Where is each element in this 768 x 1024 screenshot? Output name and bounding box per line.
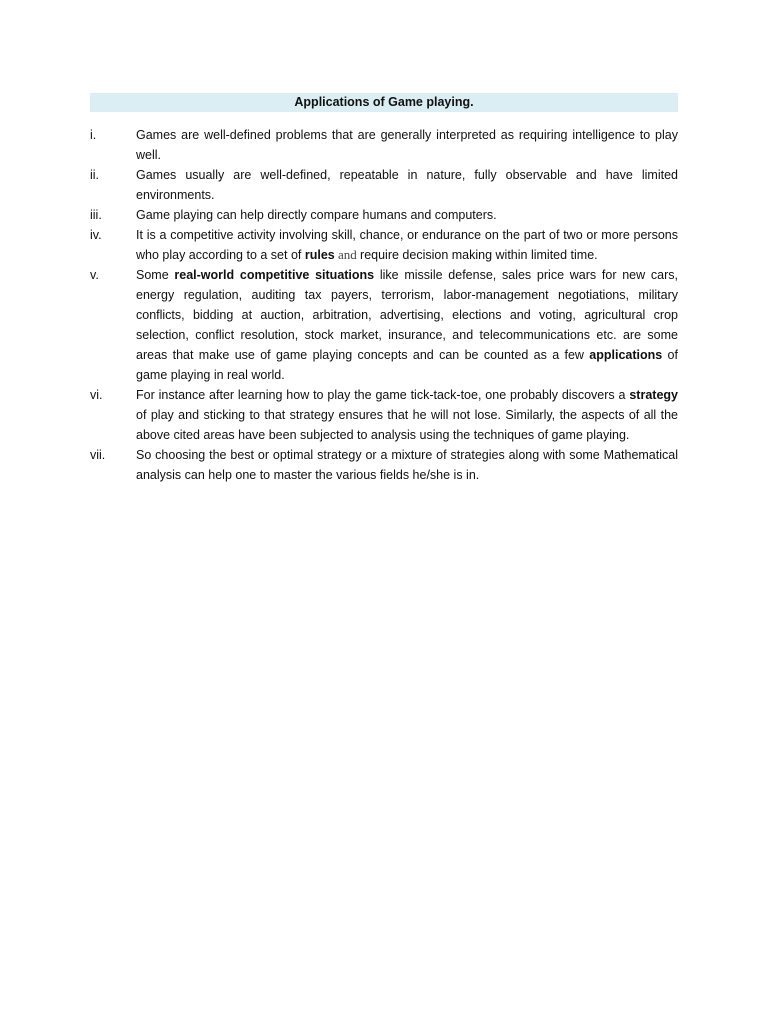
list-item-number: vii.: [90, 448, 106, 462]
text-segment: require decision making within limited time.: [360, 248, 598, 262]
list-item: [90, 385, 678, 445]
list-item: [90, 165, 678, 205]
list-item-text: Games usually are well-defined, repeatable in nature, fully observable and have limited environments.: [136, 168, 678, 202]
list-item-text: So choosing the best or optimal strategy or a mixture of strategies along with some Mathematical analysis can help one to master the various fields he/she is in.: [136, 448, 678, 482]
list-item: [90, 265, 678, 385]
list-item: [90, 125, 678, 165]
list-item: [90, 225, 678, 265]
text-segment: like missile defense, sales price wars for new cars, energy regulation, auditing tax payers, terrorism, labor-management negotiations, military conflicts, bidding at auction, arbitration, advertising, elections and voting, agricultural crop selection, conflict resolution, stock market, insurance, and telecommunications etc. are some areas that make use of game playing concepts and can be counted as a few: [136, 268, 678, 362]
list-item: [90, 445, 678, 485]
list-item: [90, 205, 678, 225]
list-item-text: Games are well-defined problems that are generally interpreted as requiring intelligence to play well.: [136, 128, 678, 162]
list-item-number: iv.: [90, 228, 102, 242]
document-page: [90, 93, 678, 485]
list-item-text: Game playing can help directly compare humans and computers.: [136, 208, 497, 222]
emphasis-real-world: real-world competitive situations: [174, 268, 375, 282]
text-segment: of play and sticking to that strategy ensures that he will not lose. Similarly, the aspects of all the above cited areas have been subjected to analysis using the techniques of game playing.: [136, 408, 678, 442]
list-item-text: [136, 385, 678, 445]
text-segment: For instance after learning how to play the game tick-tack-toe, one probably discovers a: [136, 388, 630, 402]
list-item-number: i.: [90, 128, 97, 142]
text-segment: It is a competitive activity involving skill, chance, or endurance on the part of two or more persons who play according to a set of: [136, 228, 678, 262]
list-item-number: ii.: [90, 168, 100, 182]
applications-list: [90, 125, 678, 485]
text-segment: Some: [136, 268, 175, 282]
list-item-number: v.: [90, 268, 99, 282]
text-segment: of game playing in real world.: [136, 348, 678, 382]
document-title: Applications of Game playing.: [90, 93, 678, 112]
emphasis-rules: rules: [304, 248, 335, 262]
text-segment: and: [334, 247, 361, 262]
emphasis-strategy: strategy: [629, 388, 678, 402]
list-item-number: iii.: [90, 208, 102, 222]
list-item-text: [136, 265, 678, 385]
list-item-number: vi.: [90, 388, 103, 402]
emphasis-applications: applications: [589, 348, 663, 362]
list-item-text: [136, 225, 678, 265]
